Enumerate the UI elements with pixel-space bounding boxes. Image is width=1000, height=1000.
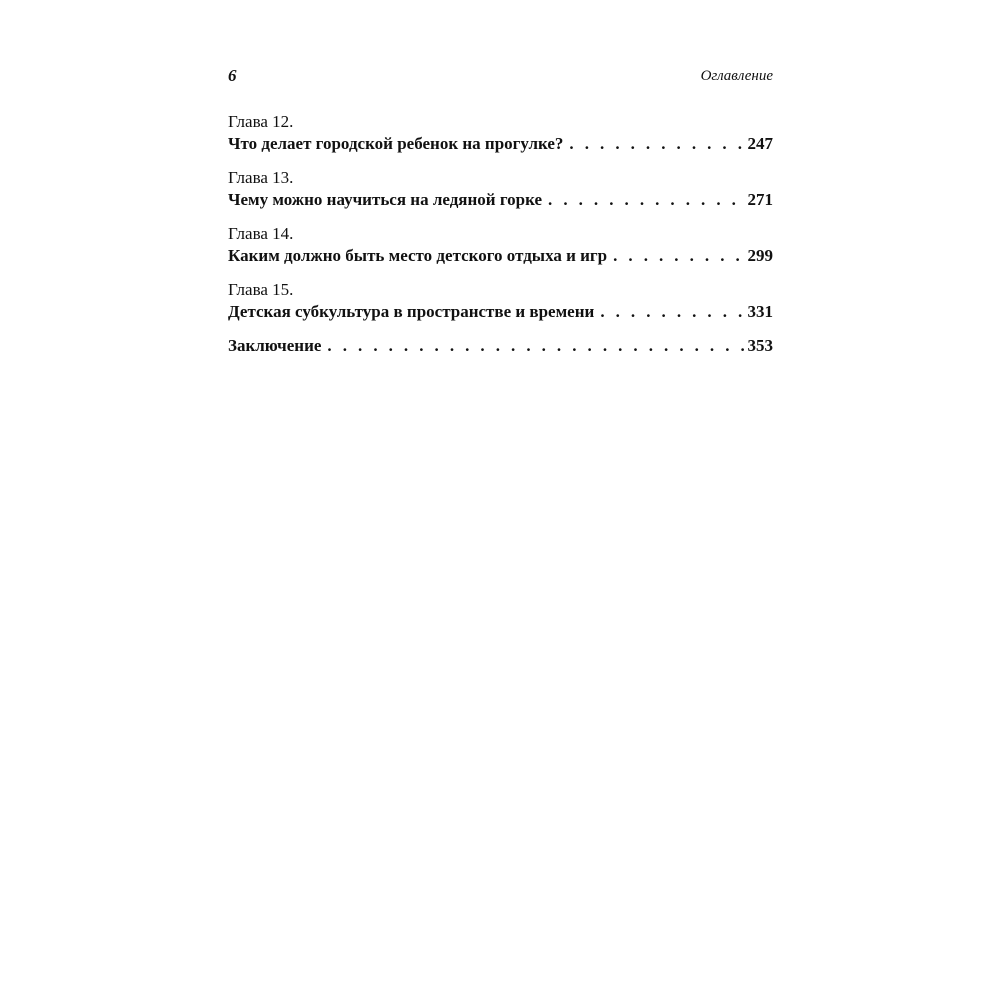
chapter-title: Что делает городской ребенок на прогулке? xyxy=(228,134,564,153)
chapter-page-number: 353 xyxy=(747,336,773,355)
dot-leader xyxy=(569,133,743,155)
dot-leader xyxy=(548,189,743,211)
toc-entry-chapter-12 xyxy=(228,111,773,155)
dot-leader xyxy=(600,301,743,323)
section-title: Оглавление xyxy=(700,68,773,84)
toc-entry-line xyxy=(228,335,773,357)
toc-entry-line xyxy=(228,245,773,267)
toc-entry-conclusion xyxy=(228,335,773,357)
chapter-label: Глава 12. xyxy=(228,112,294,131)
chapter-title: Детская субкультура в пространстве и времени xyxy=(228,302,595,321)
toc-entry-chapter-14 xyxy=(228,223,773,267)
toc-entry-line xyxy=(228,301,773,323)
toc-entry-line xyxy=(228,133,773,155)
table-of-contents xyxy=(228,111,773,369)
chapter-page-number: 331 xyxy=(747,302,773,321)
toc-entry-chapter-13 xyxy=(228,167,773,211)
chapter-label: Глава 14. xyxy=(228,224,294,243)
chapter-title: Чему можно научиться на ледяной горке xyxy=(228,190,543,209)
toc-entry-line xyxy=(228,189,773,211)
chapter-label: Глава 13. xyxy=(228,168,294,187)
chapter-title: Заключение xyxy=(228,336,322,355)
chapter-page-number: 271 xyxy=(747,190,773,209)
page-number: 6 xyxy=(228,66,237,85)
dot-leader xyxy=(327,335,743,357)
chapter-label: Глава 15. xyxy=(228,280,294,299)
chapter-page-number: 299 xyxy=(747,246,773,265)
chapter-title: Каким должно быть место детского отдыха и игр xyxy=(228,246,608,265)
chapter-page-number: 247 xyxy=(747,134,773,153)
running-head xyxy=(228,66,773,90)
dot-leader xyxy=(613,245,743,267)
toc-entry-chapter-15 xyxy=(228,279,773,323)
